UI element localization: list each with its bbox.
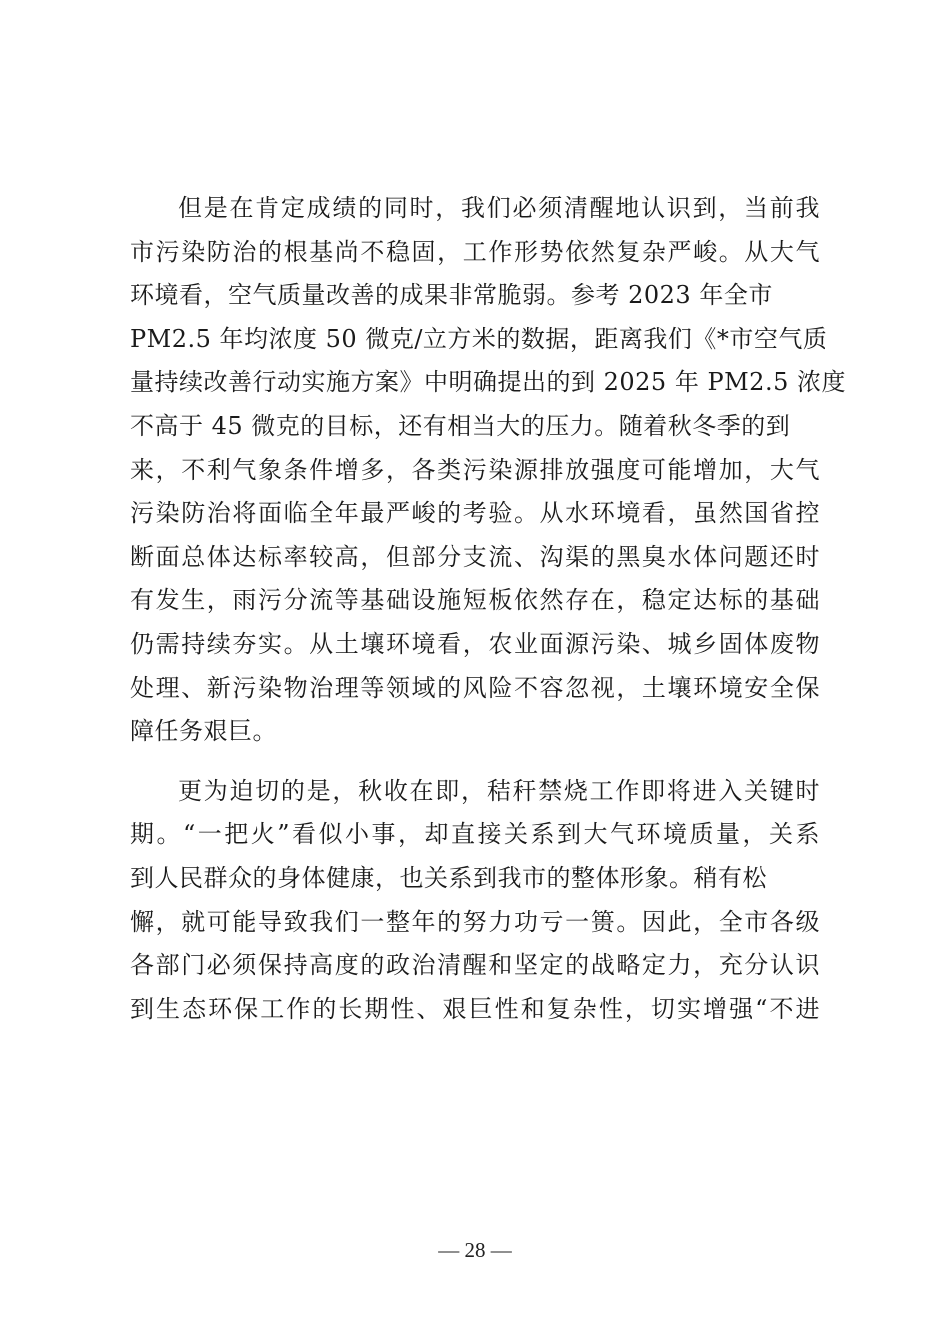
- text-line: 量持续改善行动实施方案》中明确提出的到 2025 年 PM2.5 浓度: [130, 368, 846, 397]
- text-line: 更为迫切的是，秋收在即，秸秆禁烧工作即将进入关键时: [178, 776, 820, 805]
- body-text: [130, 187, 846, 1031]
- text-line: 不高于 45 微克的目标，还有相当大的压力。随着秋冬季的到: [130, 411, 791, 440]
- paragraph: [130, 770, 820, 1032]
- text-line: 懈，就可能导致我们一整年的努力功亏一篑。因此，全市各级: [130, 907, 820, 936]
- text-line: 障任务艰巨。: [130, 717, 277, 746]
- text-line: 断面总体达标率较高，但部分支流、沟渠的黑臭水体问题还时: [130, 542, 820, 571]
- text-line: 环境看，空气质量改善的成果非常脆弱。参考 2023 年全市: [130, 281, 773, 310]
- text-line: 各部门必须保持高度的政治清醒和坚定的战略定力，充分认识: [130, 951, 820, 980]
- text-line: 来，不利气象条件增多，各类污染源排放强度可能增加，大气: [130, 455, 820, 484]
- text-line: 期。“一把火”看似小事，却直接关系到大气环境质量，关系: [130, 820, 820, 849]
- text-line: 到生态环保工作的长期性、艰巨性和复杂性，切实增强“不进: [130, 994, 820, 1023]
- text-line: 到人民群众的身体健康，也关系到我市的整体形象。稍有松: [130, 863, 767, 892]
- text-line: PM2.5 年均浓度 50 微克/立方米的数据，距离我们《*市空气质: [130, 324, 828, 353]
- text-line: 市污染防治的根基尚不稳固，工作形势依然复杂严峻。从大气: [130, 237, 820, 266]
- page-number: — 28 —: [438, 1238, 512, 1262]
- text-line: 处理、新污染物治理等领域的风险不容忽视，土壤环境安全保: [130, 673, 820, 702]
- text-line: 仍需持续夯实。从土壤环境看，农业面源污染、城乡固体废物: [130, 629, 820, 658]
- paragraph: [130, 187, 846, 754]
- text-line: 但是在肯定成绩的同时，我们必须清醒地认识到，当前我: [178, 194, 820, 222]
- text-line: 有发生，雨污分流等基础设施短板依然存在，稳定达标的基础: [130, 586, 820, 615]
- text-line: 污染防治将面临全年最严峻的考验。从水环境看，虽然国省控: [130, 499, 820, 528]
